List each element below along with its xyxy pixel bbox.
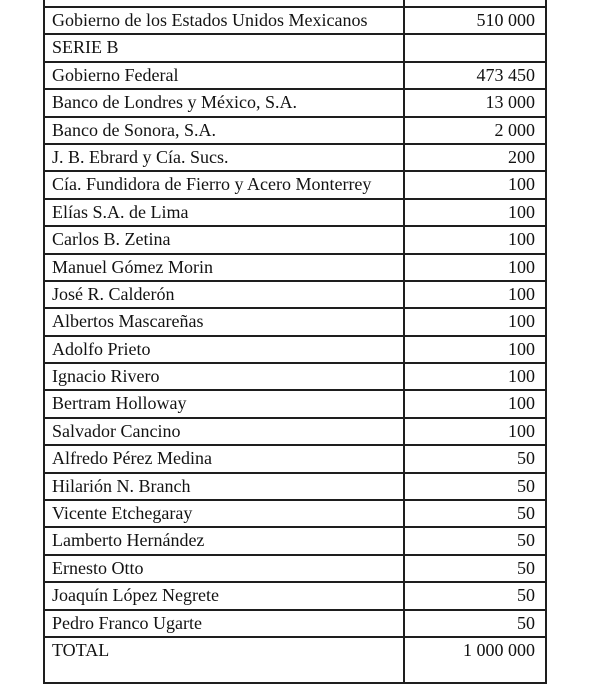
- shareholder-name-cell: Elías S.A. de Lima: [44, 199, 404, 226]
- shareholder-name-cell: Ernesto Otto: [44, 555, 404, 582]
- shareholder-name-cell: Gobierno Federal: [44, 62, 404, 89]
- shareholder-name-cell: Salvador Cancino: [44, 418, 404, 445]
- table-row: [44, 445, 546, 472]
- share-count-cell: 50: [404, 473, 546, 500]
- share-count-cell: 100: [404, 308, 546, 335]
- share-count-cell: 50: [404, 527, 546, 554]
- table-row: [44, 500, 546, 527]
- table-row: [44, 254, 546, 281]
- table-row: [44, 527, 546, 554]
- share-count-cell: [404, 34, 546, 61]
- share-count-cell: 100: [404, 254, 546, 281]
- table-row: [44, 555, 546, 582]
- shareholder-name-cell: SERIE B: [44, 34, 404, 61]
- shareholder-name-cell: Cía. Fundidora de Fierro y Acero Monterrey: [44, 171, 404, 198]
- shareholder-name-cell: Banco de Londres y México, S.A.: [44, 89, 404, 116]
- shareholder-register-body: [44, 0, 546, 683]
- table-row: [44, 336, 546, 363]
- table-row: [44, 117, 546, 144]
- share-count-cell: 100: [404, 390, 546, 417]
- share-count-cell: 100: [404, 281, 546, 308]
- shareholder-name-cell: José R. Calderón: [44, 281, 404, 308]
- table-row: [44, 62, 546, 89]
- shareholder-name-cell: Bertram Holloway: [44, 390, 404, 417]
- share-count-cell: 473 450: [404, 62, 546, 89]
- shareholder-name-cell: Albertos Mascareñas: [44, 308, 404, 335]
- shareholder-name-cell: Banco de Sonora, S.A.: [44, 117, 404, 144]
- table-row: [44, 89, 546, 116]
- shareholder-name-cell: Lamberto Hernández: [44, 527, 404, 554]
- table-row: [44, 390, 546, 417]
- share-count-cell: 50: [404, 445, 546, 472]
- share-count-cell: 1 000 000: [404, 637, 546, 683]
- shareholder-name-cell: J. B. Ebrard y Cía. Sucs.: [44, 144, 404, 171]
- share-count-cell: 510 000: [404, 7, 546, 34]
- shareholder-name-cell: Carlos B. Zetina: [44, 226, 404, 253]
- shareholder-name-cell: Joaquín López Negrete: [44, 582, 404, 609]
- table-row: [44, 34, 546, 61]
- share-count-cell: 200: [404, 144, 546, 171]
- table-row: [44, 308, 546, 335]
- share-count-cell: 100: [404, 199, 546, 226]
- share-count-cell: 100: [404, 336, 546, 363]
- table-row: [44, 363, 546, 390]
- table-row: [44, 171, 546, 198]
- shareholder-name-cell: Adolfo Prieto: [44, 336, 404, 363]
- shareholder-name-cell: Alfredo Pérez Medina: [44, 445, 404, 472]
- table-row: [44, 582, 546, 609]
- share-count-cell: 100: [404, 363, 546, 390]
- shareholder-name-cell: [44, 0, 404, 7]
- table-row: [44, 281, 546, 308]
- table-row: [44, 0, 546, 7]
- table-row: [44, 199, 546, 226]
- share-count-cell: 100: [404, 418, 546, 445]
- share-count-cell: 50: [404, 582, 546, 609]
- shareholder-name-cell: Gobierno de los Estados Unidos Mexicanos: [44, 7, 404, 34]
- share-count-cell: 100: [404, 171, 546, 198]
- table-row: [44, 473, 546, 500]
- shareholder-register-table: [43, 0, 547, 684]
- share-count-cell: 13 000: [404, 89, 546, 116]
- table-row: [44, 226, 546, 253]
- shareholder-name-cell: Vicente Etchegaray: [44, 500, 404, 527]
- table-row: [44, 144, 546, 171]
- share-count-cell: 50: [404, 500, 546, 527]
- shareholder-name-cell: Manuel Gómez Morin: [44, 254, 404, 281]
- share-count-cell: 100: [404, 226, 546, 253]
- share-count-cell: 50: [404, 610, 546, 637]
- share-count-cell: 2 000: [404, 117, 546, 144]
- shareholder-name-cell: TOTAL: [44, 637, 404, 683]
- share-count-cell: [404, 0, 546, 7]
- shareholder-name-cell: Hilarión N. Branch: [44, 473, 404, 500]
- table-row: [44, 418, 546, 445]
- share-count-cell: 50: [404, 555, 546, 582]
- table-row: [44, 610, 546, 637]
- table-row: [44, 637, 546, 683]
- table-row: [44, 7, 546, 34]
- shareholder-name-cell: Ignacio Rivero: [44, 363, 404, 390]
- shareholder-name-cell: Pedro Franco Ugarte: [44, 610, 404, 637]
